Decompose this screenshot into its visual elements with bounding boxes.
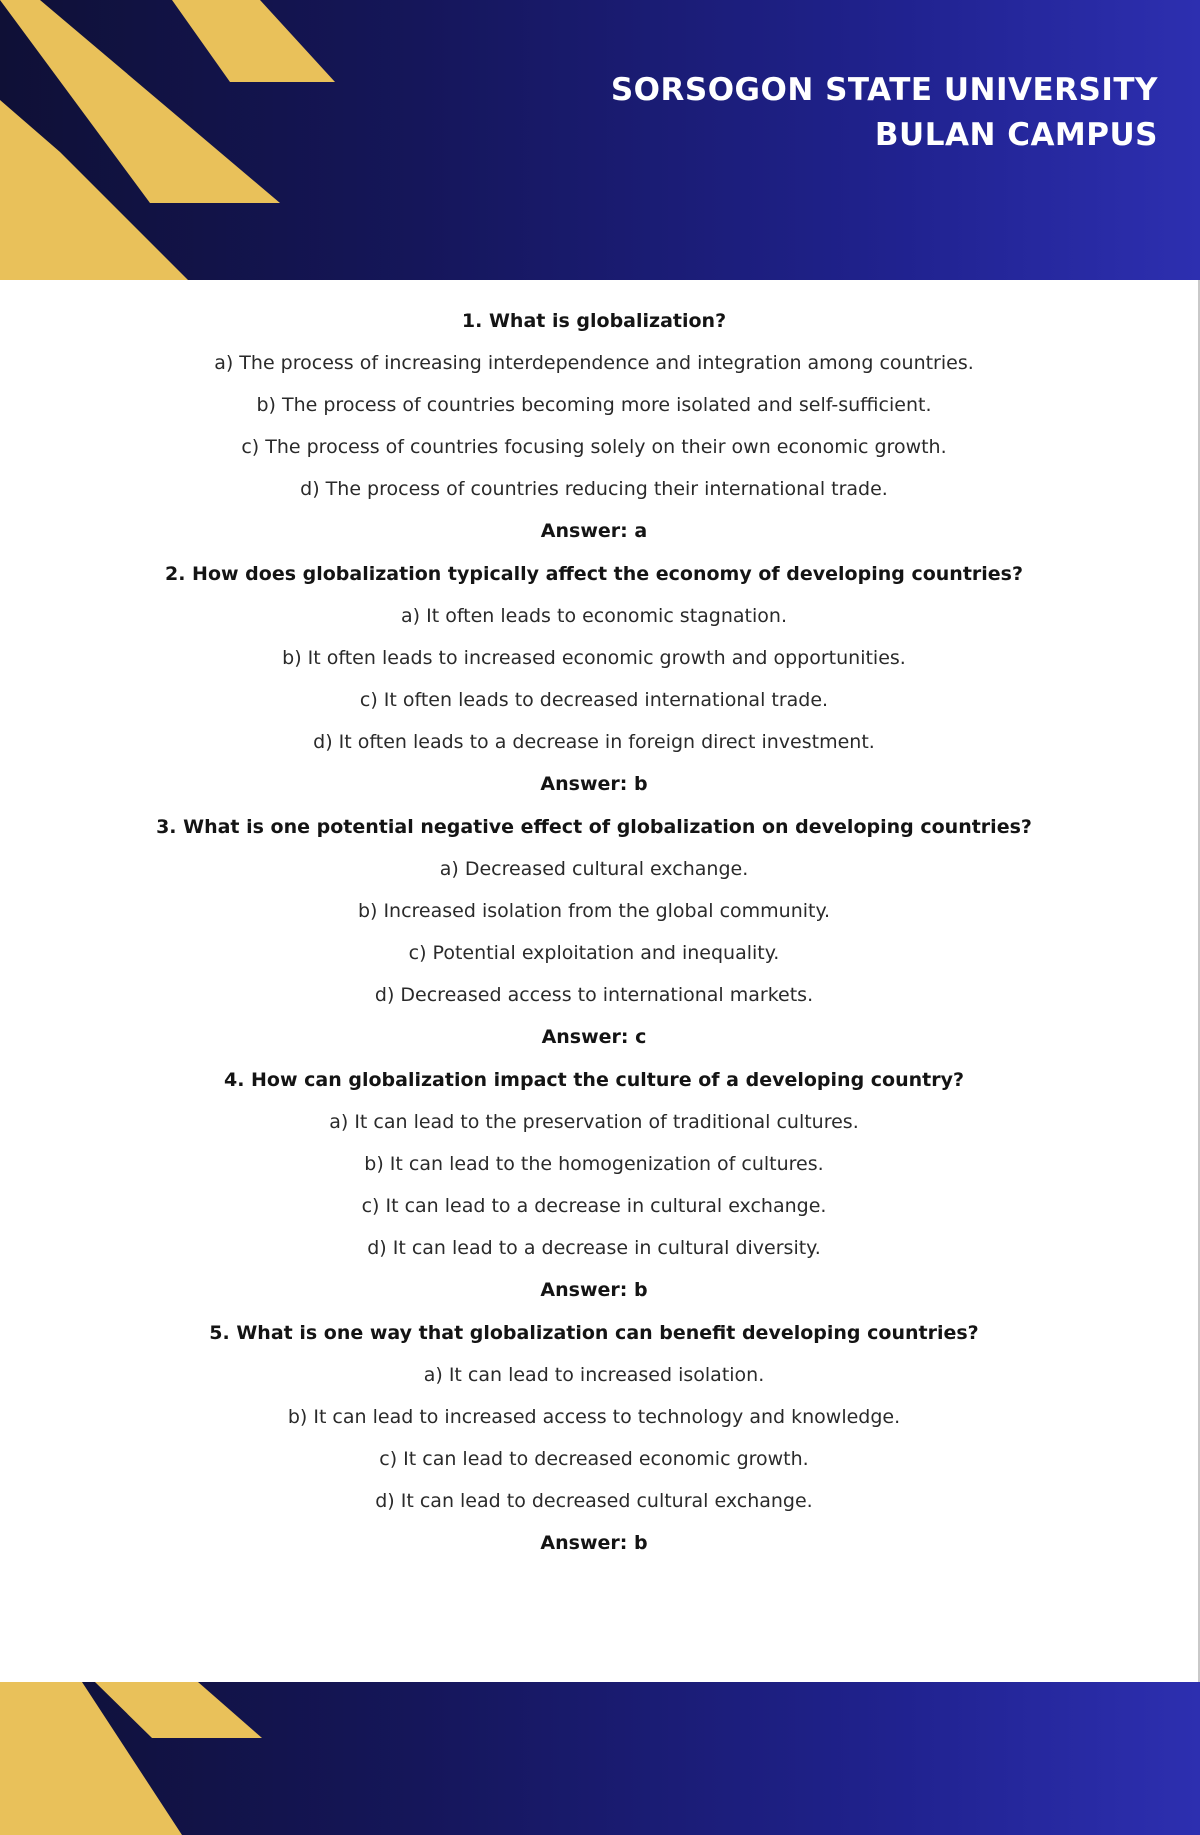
quiz-content: [0, 300, 1188, 1565]
option-c: c) Potential exploitation and inequality.: [408, 942, 780, 964]
campus-name: BULAN CAMPUS: [874, 117, 1158, 153]
question-block-5: [0, 1312, 1188, 1565]
option-c: c) It can lead to decreased economic growth.: [379, 1448, 809, 1470]
option-d: d) It can lead to a decrease in cultural diversity.: [367, 1237, 821, 1259]
option-a: a) It can lead to the preservation of traditional cultures.: [329, 1111, 859, 1133]
university-title: [611, 68, 1158, 158]
header-banner: [0, 0, 1200, 280]
option-a: a) The process of increasing interdependence and integration among countries.: [214, 352, 974, 374]
answer-label: Answer: c: [541, 1026, 647, 1048]
question-block-2: [0, 553, 1188, 806]
question-title: 2. How does globalization typically affect the economy of developing countries?: [164, 563, 1024, 585]
option-a: a) It often leads to economic stagnation.: [401, 605, 787, 627]
footer-banner: [0, 1682, 1200, 1835]
option-b: b) The process of countries becoming more isolated and self-sufficient.: [256, 394, 932, 416]
gold-stripes-decoration: [0, 0, 400, 280]
university-name: SORSOGON STATE UNIVERSITY: [610, 72, 1158, 108]
option-d: d) It often leads to a decrease in foreign direct investment.: [313, 731, 875, 753]
question-block-1: [0, 300, 1188, 553]
answer-label: Answer: b: [540, 773, 648, 795]
answer-label: Answer: a: [540, 520, 648, 542]
question-title: 4. How can globalization impact the culture of a developing country?: [223, 1069, 965, 1091]
question-block-3: [0, 806, 1188, 1059]
option-c: c) The process of countries focusing solely on their own economic growth.: [241, 436, 947, 458]
question-block-4: [0, 1059, 1188, 1312]
option-b: b) It often leads to increased economic growth and opportunities.: [282, 647, 906, 669]
option-d: d) The process of countries reducing their international trade.: [300, 478, 888, 500]
question-title: 1. What is globalization?: [461, 310, 727, 332]
option-d: d) It can lead to decreased cultural exchange.: [375, 1490, 813, 1512]
option-b: b) It can lead to the homogenization of cultures.: [364, 1153, 824, 1175]
answer-label: Answer: b: [540, 1279, 648, 1301]
option-b: b) It can lead to increased access to technology and knowledge.: [287, 1406, 901, 1428]
option-a: a) It can lead to increased isolation.: [423, 1364, 765, 1386]
answer-label: Answer: b: [540, 1532, 648, 1554]
option-a: a) Decreased cultural exchange.: [439, 858, 749, 880]
option-d: d) Decreased access to international markets.: [374, 984, 814, 1006]
option-c: c) It often leads to decreased international trade.: [359, 689, 829, 711]
option-c: c) It can lead to a decrease in cultural exchange.: [361, 1195, 827, 1217]
question-title: 5. What is one way that globalization can benefit developing countries?: [209, 1322, 979, 1344]
option-b: b) Increased isolation from the global community.: [357, 900, 831, 922]
gold-stripes-decoration: [0, 1682, 320, 1835]
question-title: 3. What is one potential negative effect of globalization on developing countries?: [156, 816, 1032, 838]
